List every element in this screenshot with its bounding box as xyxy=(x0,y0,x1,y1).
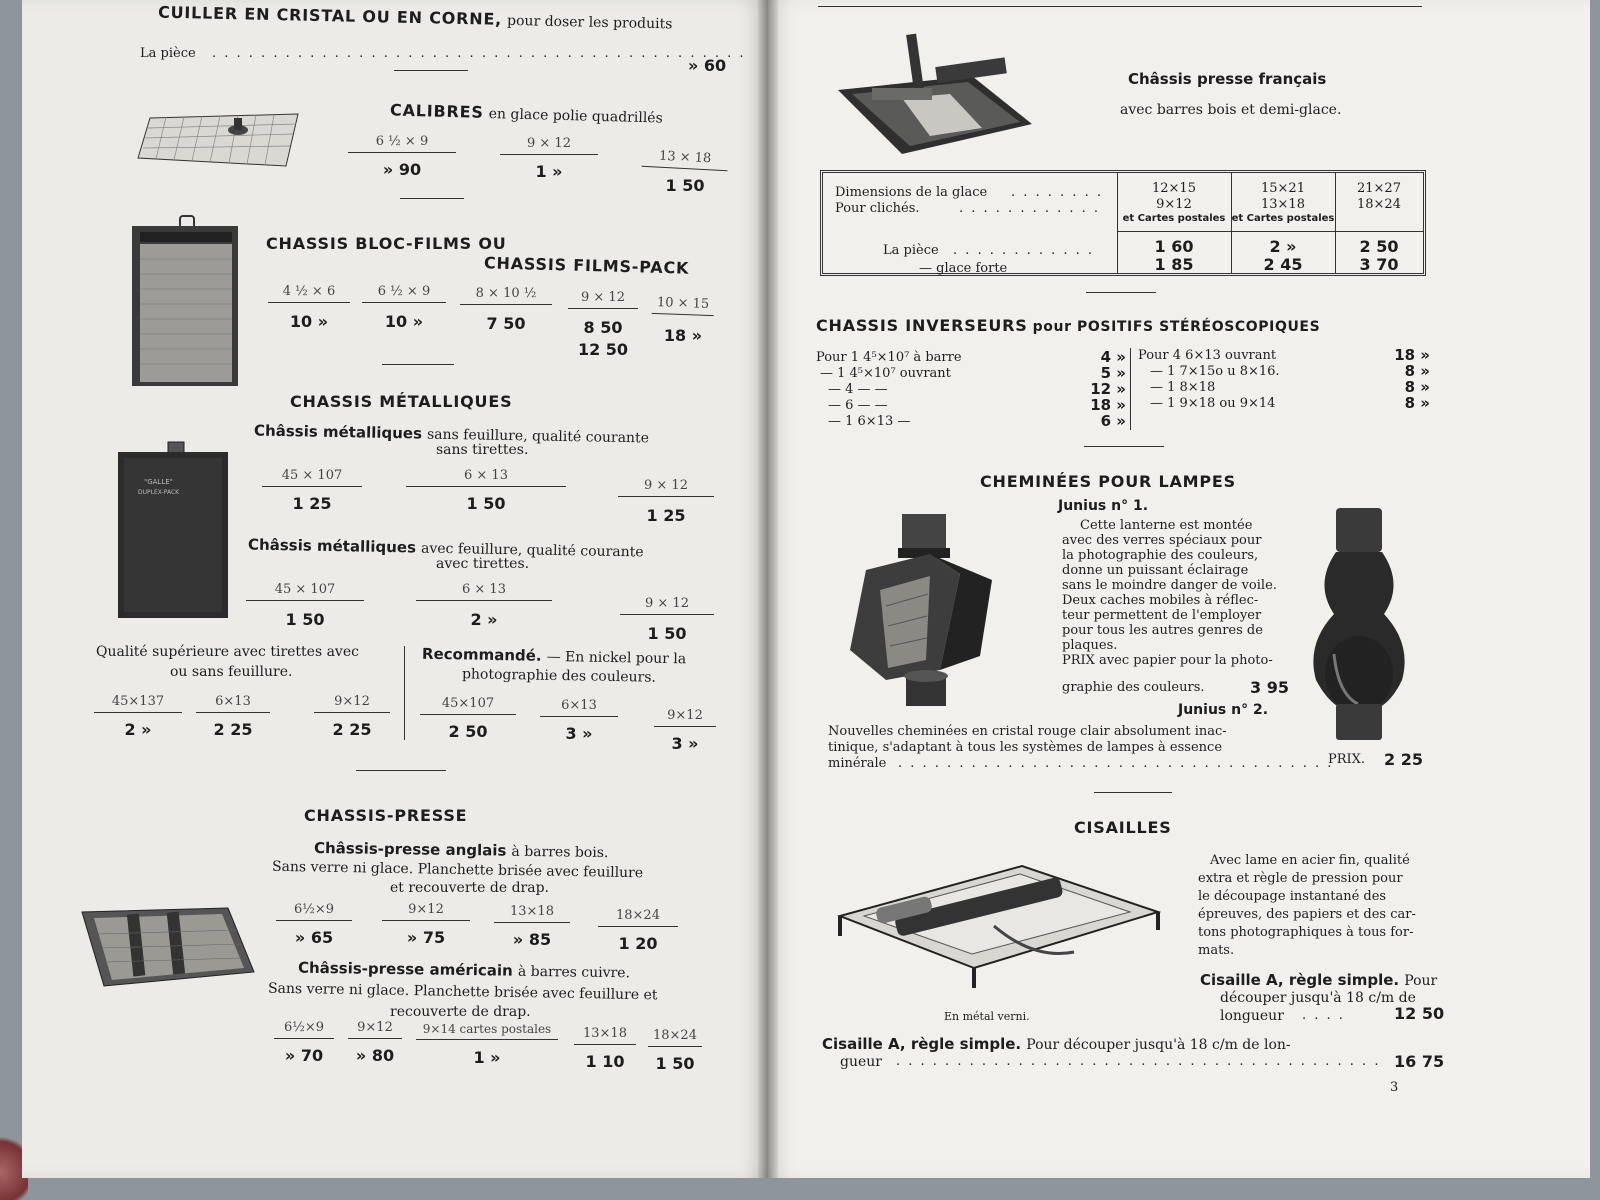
americain-price-2: » 80 xyxy=(355,1046,395,1065)
presse-anglais-rest: à barres bois. xyxy=(511,843,609,862)
inverseur-right-label-1: Pour 4 6×13 ouvrant xyxy=(1138,348,1277,363)
americain-size-1: 6½×9 xyxy=(274,1020,334,1039)
junius1-line: Deux caches mobiles à réflec- xyxy=(1062,593,1259,608)
presse-anglais-label: Châssis-presse anglais xyxy=(313,838,507,860)
anglais-price-3: » 85 xyxy=(512,930,552,949)
metal-sans-price-2: 1 50 xyxy=(466,494,506,513)
row-label-piece: La pièce xyxy=(883,243,939,258)
inverseur-left-row-3 xyxy=(828,382,888,397)
metal-sans-rest: sans feuillure, qualité courante xyxy=(426,426,650,447)
superieure-text-2: ou sans feuillure. xyxy=(170,664,293,680)
metal-sans-price-3: 1 25 xyxy=(646,506,686,525)
anglais-size-1: 6½×9 xyxy=(276,902,352,921)
cheminees-title: CHEMINÉES POUR LAMPES xyxy=(980,472,1236,491)
recommande-text-2: photographie des couleurs. xyxy=(461,666,657,686)
cisaille-item2-label: Cisaille A, règle simple. xyxy=(822,1035,1022,1053)
americain-price-5: 1 50 xyxy=(655,1054,695,1073)
inverseur-left-label-2: — 1 4⁵×10⁷ ouvrant xyxy=(820,366,951,381)
svg-text:DUPLEX-PACK: DUPLEX-PACK xyxy=(138,489,180,496)
junius1-line: Cette lanterne est montée xyxy=(1080,518,1253,533)
inverseur-left-price-2: 5 » xyxy=(1100,364,1126,382)
cisaille-item1-label: Cisaille A, règle simple. xyxy=(1200,971,1400,989)
sup-price-2: 2 25 xyxy=(213,720,253,739)
anglais-size-2: 9×12 xyxy=(382,902,470,921)
junius1-line: avec des verres spéciaux pour xyxy=(1062,533,1262,548)
sup-size-2: 6×13 xyxy=(196,694,270,713)
presse-americain-line2: Sans verre ni glace. Planchette brisée avec feuillure et xyxy=(267,980,658,1004)
glass-calibre-illustration xyxy=(136,108,306,174)
separator xyxy=(1086,292,1156,293)
americain-price-1: » 70 xyxy=(284,1046,324,1065)
recommande-label: Recommandé. xyxy=(421,644,542,665)
junius2-line: Nouvelles cheminées en cristal rouge clair absolument inac- xyxy=(828,724,1227,739)
inverseur-left-row-5 xyxy=(828,414,910,429)
recommande-text-1: — En nickel pour la xyxy=(546,648,687,668)
metal-avec-size-3: 9 × 12 xyxy=(620,596,714,615)
col3-price-forte: 3 70 xyxy=(1359,255,1399,274)
french-printing-frame-illustration xyxy=(832,28,1042,168)
dot-leader: . . . . . . . . . . . . . . . . . . . . . . . . . . . . . . . . . . . . . . . . . . . . xyxy=(212,46,746,61)
cisailles-desc-line: tons photographiques à tous for- xyxy=(1198,925,1414,940)
metal-sans-size-3: 9 × 12 xyxy=(618,478,714,497)
cuiller-title-rest: pour doser les produits xyxy=(506,12,673,33)
bloc-films-title-2: CHASSIS FILMS-PACK xyxy=(483,253,690,278)
presse-americain-line3: recouverte de drap. xyxy=(390,1004,531,1020)
presse-americain-rest: à barres cuivre. xyxy=(517,963,631,982)
inverseur-right-label-3: — 1 8×18 xyxy=(1150,380,1216,395)
americain-size-5: 18×24 xyxy=(648,1028,702,1047)
separator xyxy=(1094,792,1172,793)
junius1-prix-line2: graphie des couleurs. xyxy=(1062,680,1205,695)
col2-dim: 15×21 xyxy=(1261,181,1305,196)
anglais-size-4: 18×24 xyxy=(598,908,678,927)
bloc-size-5: 10 × 15 xyxy=(652,295,715,316)
calibre-price-2: 1 » xyxy=(535,162,563,181)
americain-price-3: 1 » xyxy=(473,1048,501,1067)
film-pack-holder-illustration xyxy=(126,214,244,390)
inverseur-left-price-4: 18 » xyxy=(1090,396,1126,414)
presse-francais-title: Châssis presse français xyxy=(1128,70,1327,88)
cisailles-desc-line: Avec lame en acier fin, qualité xyxy=(1210,853,1410,868)
bloc-price-2: 10 » xyxy=(384,312,424,331)
anglais-size-3: 13×18 xyxy=(494,904,570,923)
metal-avec-price-3: 1 50 xyxy=(647,624,687,643)
calibres-heading xyxy=(390,100,663,126)
presse-anglais-line2: Sans verre ni glace. Planchette brisée avec feuillure xyxy=(271,858,644,882)
cisaille-item1-text2: découper jusqu'à 18 c/m de xyxy=(1220,990,1416,1006)
inverseur-left-row-4 xyxy=(828,398,888,413)
cuiller-title: CUILLER EN CRISTAL OU EN CORNE, xyxy=(157,2,503,29)
sup-price-3: 2 25 xyxy=(332,720,372,739)
metal-avec-size-1: 45 × 107 xyxy=(246,582,364,601)
col1-price: 1 60 xyxy=(1154,237,1194,256)
metal-sans-size-1: 45 × 107 xyxy=(262,468,362,487)
col1-note: et Cartes postales xyxy=(1122,213,1226,224)
metal-avec-price-1: 1 50 xyxy=(285,610,325,629)
inverseur-left-label-1: Pour 1 4⁵×10⁷ à barre xyxy=(816,350,962,365)
sup-size-1: 45×137 xyxy=(94,694,182,713)
cisailles-title: CISAILLES xyxy=(1074,818,1172,837)
inverseur-left-price-1: 4 » xyxy=(1100,348,1126,366)
bloc-size-1: 4 ½ × 6 xyxy=(268,284,350,303)
rec-price-2: 3 » xyxy=(565,724,593,743)
americain-price-4: 1 10 xyxy=(585,1052,625,1071)
metal-holder-illustration xyxy=(110,440,234,622)
calibre-size-3: 13 × 18 xyxy=(642,148,729,171)
col2-price: 2 » xyxy=(1269,237,1297,256)
presse-title: CHASSIS-PRESSE xyxy=(304,806,468,825)
cisaille-item1-text: Pour xyxy=(1404,973,1438,989)
bloc-films-title-1: CHASSIS BLOC-FILMS OU xyxy=(266,234,507,253)
inverseurs-title: CHASSIS INVERSEURS xyxy=(816,316,1028,335)
cisaille-caption: En métal verni. xyxy=(944,1010,1030,1023)
cisaille-item2-price: 16 75 xyxy=(1394,1052,1445,1071)
separator xyxy=(394,70,468,71)
rec-size-1: 45×107 xyxy=(420,696,516,715)
junius2-line: minérale xyxy=(828,756,887,771)
inverseur-left-price-5: 6 » xyxy=(1100,412,1126,430)
inverseur-right-price-3: 8 » xyxy=(1404,378,1430,396)
americain-size-2: 9×12 xyxy=(348,1020,402,1039)
calibre-size-1: 6 ½ × 9 xyxy=(348,134,456,153)
junius1-line: teur permettent de l'employer xyxy=(1062,608,1262,623)
left-page xyxy=(22,0,768,1178)
cisaille-item2-text2: gueur xyxy=(840,1054,882,1070)
dot-leader: . . . . . . . . . . . . . . . . . . . . . . . . . . . . . . . . . . . . . . . . xyxy=(896,1054,1381,1069)
inverseur-right-price-1: 18 » xyxy=(1394,346,1430,364)
inverseur-right-label-2: — 1 7×15o u 8×16. xyxy=(1150,364,1280,379)
metalliques-title: CHASSIS MÉTALLIQUES xyxy=(290,392,513,411)
bloc-price-5: 18 » xyxy=(663,326,703,345)
col2-cliche: 13×18 xyxy=(1261,197,1305,212)
cisaille-item1-line xyxy=(1200,970,1437,989)
rec-price-3: 3 » xyxy=(671,734,699,753)
inverseur-right-row-3 xyxy=(1150,380,1215,395)
presse-francais-table xyxy=(820,170,1426,276)
col3-dim: 21×27 xyxy=(1357,181,1401,196)
metal-sans-rest2: sans tirettes. xyxy=(436,442,529,458)
paper-cutter-illustration xyxy=(824,856,1174,1006)
cisaille-item1-text3: longueur xyxy=(1220,1008,1284,1024)
separator xyxy=(382,364,454,365)
column-divider xyxy=(1130,348,1131,430)
junius1-line: la photographie des couleurs, xyxy=(1062,548,1259,563)
dot-leader: . . . . xyxy=(1302,1008,1345,1023)
bloc-size-3: 8 × 10 ½ xyxy=(460,286,552,305)
presse-francais-subtitle: avec barres bois et demi-glace. xyxy=(1120,102,1342,118)
metal-sans-label: Châssis métalliques xyxy=(253,421,423,443)
calibre-price-3: 1 50 xyxy=(665,176,705,195)
bloc-size-2: 6 ½ × 9 xyxy=(362,284,446,303)
anglais-price-4: 1 20 xyxy=(618,934,658,953)
cisaille-item2-line xyxy=(822,1034,1291,1053)
cisaille-item1-price: 12 50 xyxy=(1394,1004,1445,1023)
sup-price-1: 2 » xyxy=(124,720,152,739)
inverseur-left-label-4: — 6 — — xyxy=(828,398,888,413)
junius1-prix-value: 3 95 xyxy=(1250,678,1289,697)
sup-size-3: 9×12 xyxy=(314,694,390,713)
col2-price-forte: 2 45 xyxy=(1263,255,1303,274)
presse-anglais-line xyxy=(314,838,609,861)
inverseur-left-price-3: 12 » xyxy=(1090,380,1126,398)
inverseur-left-label-5: — 1 6×13 — xyxy=(828,414,911,429)
superieure-text-1: Qualité supérieure avec tirettes avec xyxy=(96,644,359,660)
junius1-line: plaques. xyxy=(1062,638,1118,653)
calibres-title-rest: en glace polie quadrillés xyxy=(488,106,663,127)
col3-cliche: 18×24 xyxy=(1357,197,1401,212)
junius2-line: tinique, s'adaptant à tous les systèmes de lampes à essence xyxy=(828,740,1223,755)
presse-americain-label: Châssis-presse américain xyxy=(297,958,513,980)
americain-size-3: 9×14 cartes postales xyxy=(416,1022,558,1040)
right-page xyxy=(768,0,1590,1178)
cisailles-desc-line: extra et règle de pression pour xyxy=(1198,871,1403,886)
junius1-title: Junius n° 1. xyxy=(1058,498,1149,514)
separator xyxy=(400,198,464,199)
dot-leader: . . . . . . . . . . . . . . . . . . . . . . . . . . . . . . . . . . . . xyxy=(898,756,1334,771)
row-label-cliches: Pour clichés. xyxy=(835,201,920,216)
metal-sans-size-2: 6 × 13 xyxy=(406,468,566,487)
inverseur-right-price-2: 8 » xyxy=(1404,362,1430,380)
col1-dim: 12×15 xyxy=(1152,181,1196,196)
top-rule xyxy=(818,6,1422,7)
separator xyxy=(1084,446,1164,447)
calibres-title: CALIBRES xyxy=(389,100,484,122)
presse-anglais-line3: et recouverte de drap. xyxy=(390,880,549,896)
col1-price-forte: 1 85 xyxy=(1154,255,1194,274)
junius1-prix-line: PRIX avec papier pour la photo- xyxy=(1062,653,1273,668)
inverseur-left-row-2 xyxy=(820,366,951,381)
junius2-prix-value: 2 25 xyxy=(1384,750,1423,769)
metal-avec-price-2: 2 » xyxy=(470,610,498,629)
rec-price-1: 2 50 xyxy=(448,722,488,741)
metal-avec-label: Châssis métalliques xyxy=(247,535,417,557)
inverseur-right-row-2 xyxy=(1150,364,1280,379)
recommande-line xyxy=(422,644,687,668)
dot-leader: . . . . . . . . . . . . xyxy=(953,243,1095,258)
lantern-illustration xyxy=(830,510,1030,720)
cisailles-desc-line: épreuves, des papiers et des car- xyxy=(1198,907,1416,922)
col3-price: 2 50 xyxy=(1359,237,1399,256)
table-rule xyxy=(1117,231,1423,232)
junius2-prix-label: PRIX. xyxy=(1328,752,1366,767)
separator xyxy=(356,770,446,771)
anglais-price-1: » 65 xyxy=(294,928,334,947)
junius1-line: donne un puissant éclairage xyxy=(1062,563,1249,578)
inverseur-left-label-3: — 4 — — xyxy=(828,382,888,397)
book-gutter xyxy=(758,0,778,1178)
junius1-line: pour tous les autres genres de xyxy=(1062,623,1263,638)
inverseur-right-price-4: 8 » xyxy=(1404,394,1430,412)
rec-size-3: 9×12 xyxy=(654,708,716,727)
junius1-paragraph xyxy=(1062,518,1302,668)
inverseur-right-row-4 xyxy=(1150,396,1275,411)
column-divider xyxy=(404,646,405,740)
anglais-price-2: » 75 xyxy=(406,928,446,947)
junius2-title: Junius n° 2. xyxy=(1178,702,1269,718)
calibre-size-2: 9 × 12 xyxy=(500,136,598,155)
bloc-size-4: 9 × 12 xyxy=(568,290,638,309)
metal-sans-price-1: 1 25 xyxy=(292,494,332,513)
svg-text:"GALLE": "GALLE" xyxy=(144,478,173,486)
bloc-price-4: 8 50 xyxy=(583,318,623,337)
metal-avec-rest2: avec tirettes. xyxy=(436,556,530,572)
cisailles-desc xyxy=(1198,852,1450,960)
cuiller-price: » 60 xyxy=(688,56,727,75)
cisailles-desc-line: le découpage instantané des xyxy=(1198,889,1387,904)
inverseurs-title-rest: pour POSITIFS STÉRÉOSCOPIQUES xyxy=(1032,319,1321,335)
junius1-line: sans le moindre danger de voile. xyxy=(1062,578,1277,593)
americain-size-4: 13×18 xyxy=(574,1026,636,1045)
cuiller-heading xyxy=(158,3,673,33)
row-label-forte: — glace forte xyxy=(919,261,1008,276)
inverseur-right-label-4: — 1 9×18 ou 9×14 xyxy=(1150,396,1276,411)
presse-americain-line xyxy=(298,958,630,982)
lamp-chimney-illustration xyxy=(1304,504,1414,744)
inverseur-left-row-1 xyxy=(816,350,962,365)
col2-note: et Cartes postales xyxy=(1231,213,1335,224)
row-label-dimensions: Dimensions de la glace xyxy=(835,185,988,200)
page-number: 3 xyxy=(1390,1080,1399,1095)
cisailles-desc-line: mats. xyxy=(1198,943,1235,958)
col1-cliche: 9×12 xyxy=(1156,197,1192,212)
cisaille-item2-text: Pour découper jusqu'à 18 c/m de lon- xyxy=(1026,1037,1291,1053)
rec-size-2: 6×13 xyxy=(540,698,618,717)
cuiller-label: La pièce xyxy=(140,46,196,61)
dot-leader: . . . . . . . . xyxy=(1011,185,1103,200)
inverseurs-heading xyxy=(816,316,1320,335)
dot-leader: . . . . . . . . . . . . xyxy=(959,201,1101,216)
calibre-price-1: » 90 xyxy=(382,160,422,179)
printing-frame-illustration xyxy=(78,904,258,992)
metal-avec-rest: avec feuillure, qualité courante xyxy=(420,540,644,561)
metal-avec-size-2: 6 × 13 xyxy=(416,582,552,601)
inverseur-right-row-1 xyxy=(1138,348,1276,363)
bloc-price-1: 10 » xyxy=(289,312,329,331)
bloc-price-3: 7 50 xyxy=(486,314,526,333)
bloc-price-4b: 12 50 xyxy=(577,340,629,359)
